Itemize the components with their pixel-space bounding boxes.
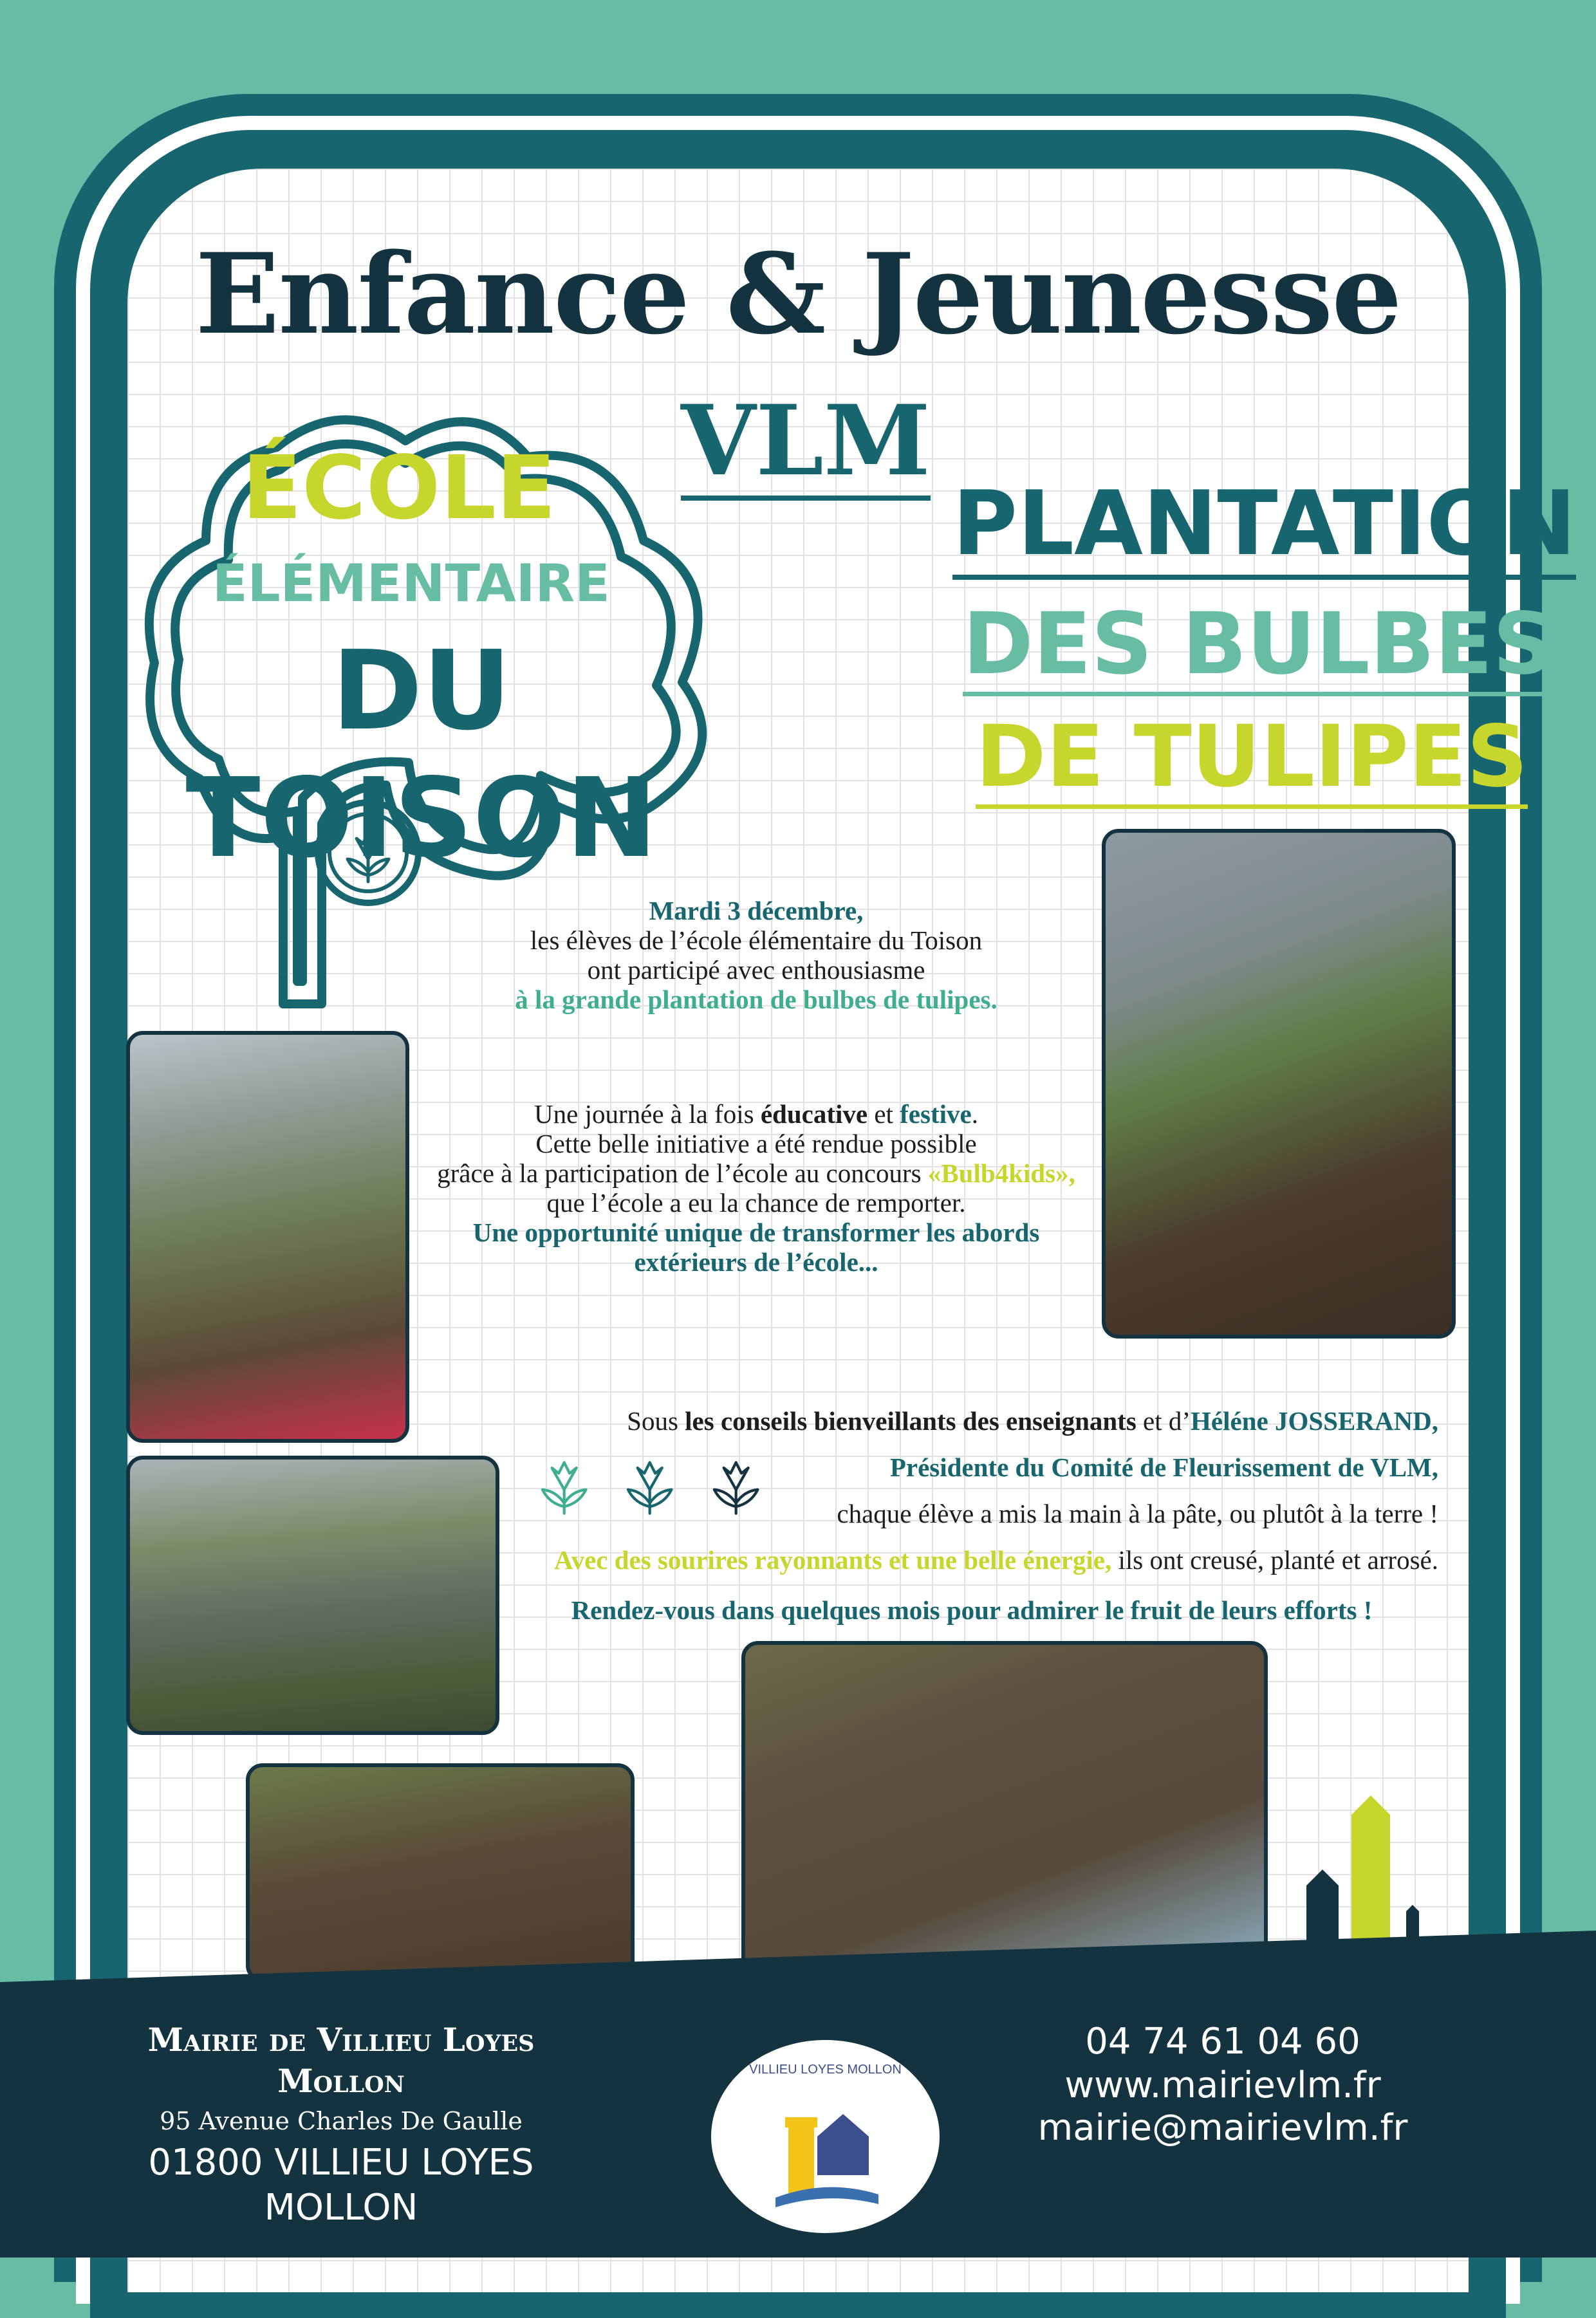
para2-l1c: et xyxy=(868,1099,900,1129)
photo-children-planting-right xyxy=(1102,829,1456,1339)
photo-hand-planting-bulb xyxy=(741,1641,1268,1982)
page-subtitle: VLM xyxy=(681,386,931,501)
photo-children-planting-left-bottom xyxy=(246,1763,635,1982)
para2-educative: éducative xyxy=(760,1099,868,1129)
para3-l4b: ils ont creusé, planté et arrosé. xyxy=(1111,1545,1438,1575)
badge-elementaire: ÉLÉMENTAIRE xyxy=(212,553,610,613)
town-logo-text: VILLIEU LOYES MOLLON xyxy=(749,2063,902,2077)
para3-josserand: Héléne JOSSERAND, xyxy=(1191,1406,1438,1436)
footer-phone: 04 74 61 04 60 xyxy=(1085,2021,1360,2063)
para3-line5: Rendez-vous dans quelques mois pour admirer le fruit de leurs efforts ! xyxy=(571,1595,1373,1625)
para3-block xyxy=(508,1398,1438,1583)
intro-date: Mardi 3 décembre, xyxy=(649,896,864,925)
para2-l1a: Une journée à la fois xyxy=(534,1099,761,1129)
para3-line2: Présidente du Comité de Fleurissement de VLM, xyxy=(889,1452,1438,1482)
photo-children-planting-left-top xyxy=(126,1031,409,1443)
para2-line5: Une opportunité unique de transformer les abords xyxy=(472,1218,1040,1247)
town-castle-icon xyxy=(763,2085,891,2214)
intro-line2: ont participé avec enthousiasme xyxy=(587,955,925,985)
intro-block xyxy=(386,896,1126,1014)
para2-bulb4kids: «Bulb4kids», xyxy=(927,1158,1075,1188)
para3-line1 xyxy=(508,1398,1438,1444)
event-title-line1: PLANTATION xyxy=(952,479,1576,580)
badge-toison: DU TOISON xyxy=(185,627,658,882)
para3-conseils: les conseils bienveillants des enseignants xyxy=(685,1406,1137,1436)
event-title-line2: DES BULBES xyxy=(963,602,1554,696)
photo-children-planting-left-mid xyxy=(126,1456,499,1735)
page-title: Enfance & Jeunesse xyxy=(195,228,1401,359)
footer-address-block xyxy=(84,2019,598,2230)
para2-l1e: . xyxy=(971,1099,978,1129)
para2-line2: Cette belle initiative a été rendue possible xyxy=(535,1129,977,1158)
para2-l3a: grâce à la participation de l’école au concours xyxy=(437,1158,928,1188)
para3-line3: chaque élève a mis la main à la pâte, ou plutôt à la terre ! xyxy=(837,1499,1438,1528)
para2-festive: festive xyxy=(900,1099,972,1129)
para3-l1c: et d’ xyxy=(1136,1406,1191,1436)
event-title-line3: DE TULIPES xyxy=(976,714,1528,809)
intro-line3: à la grande plantation de bulbes de tulipes. xyxy=(515,985,998,1014)
para3-sourires: Avec des sourires rayonnants et une belle énergie, xyxy=(554,1545,1112,1575)
para3-l1a: Sous xyxy=(627,1406,685,1436)
para3-line4 xyxy=(508,1537,1438,1583)
badge-ecole: ÉCOLE xyxy=(242,438,556,539)
city-skyline-decoration xyxy=(1306,1795,1419,1943)
para2-line1 xyxy=(386,1099,1126,1129)
para2-line6: extérieurs de l’école... xyxy=(634,1247,878,1277)
intro-line1: les élèves de l’école élémentaire du Toison xyxy=(530,925,983,955)
para2-block xyxy=(386,1099,1126,1277)
para2-line3 xyxy=(386,1158,1126,1188)
footer-address: 95 Avenue Charles De Gaulle xyxy=(160,2107,523,2135)
footer-city: 01800 VILLIEU LOYES MOLLON xyxy=(148,2142,534,2229)
footer-email[interactable]: mairie@mairievlm.fr xyxy=(1037,2107,1408,2149)
footer-contact-block xyxy=(978,2019,1467,2149)
footer-website[interactable]: www.mairievlm.fr xyxy=(1064,2064,1381,2106)
footer-org: Mairie de Villieu Loyes Mollon xyxy=(147,2021,535,2100)
para2-line4: que l’école a eu la chance de remporter. xyxy=(546,1188,966,1218)
